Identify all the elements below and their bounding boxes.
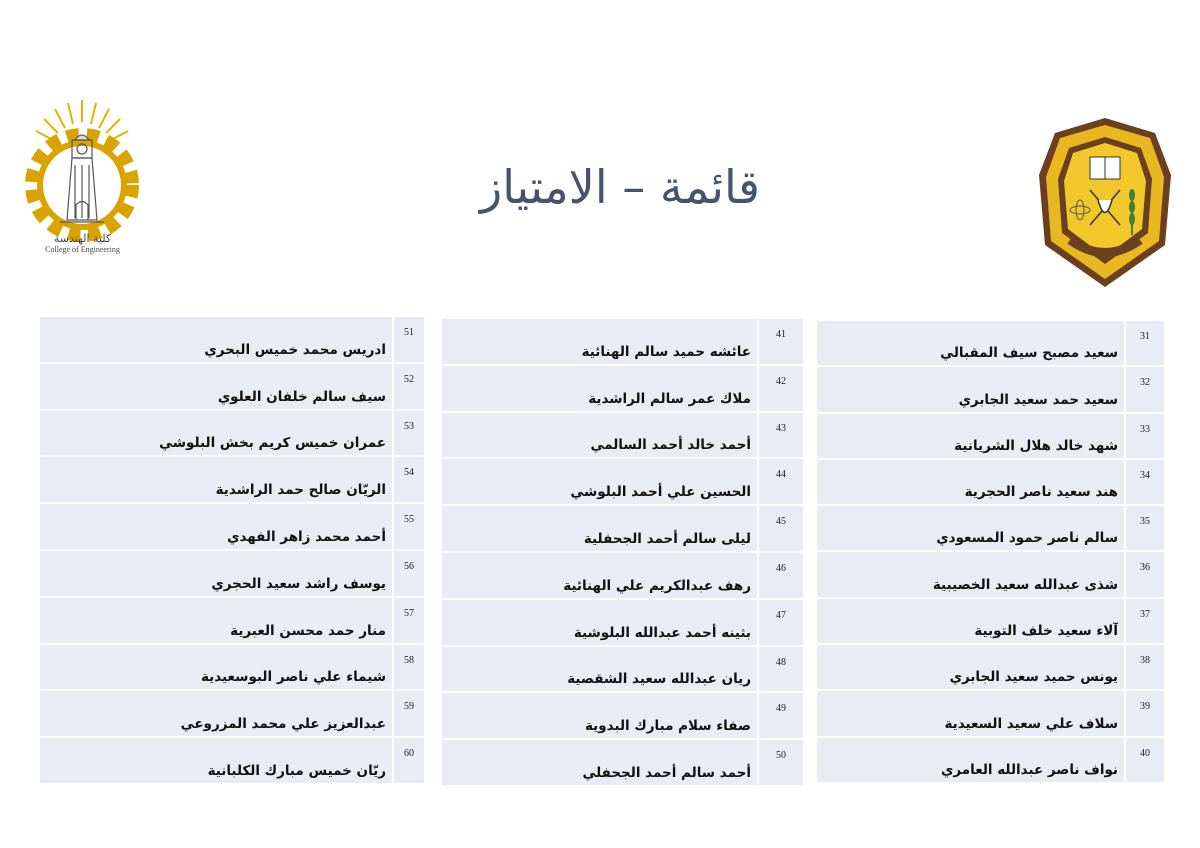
- row-number: 51: [393, 317, 424, 363]
- table-row: [40, 410, 424, 457]
- student-name: أحمد خالد أحمد السالمي: [442, 412, 758, 459]
- table-row: [817, 551, 1164, 597]
- table-row: [40, 644, 424, 691]
- college-caption: [20, 232, 145, 254]
- table-row: [817, 321, 1164, 366]
- student-name: شهد خالد هلال الشريانية: [817, 413, 1125, 459]
- row-number: 36: [1125, 551, 1164, 597]
- table-row: [40, 597, 424, 644]
- student-name: رهف عبدالكريم علي الهنائية: [442, 552, 758, 599]
- table-row: [817, 366, 1164, 412]
- university-crest-logo: [1035, 115, 1175, 290]
- table-row: [442, 505, 803, 552]
- table-row: [817, 413, 1164, 459]
- row-number: 52: [393, 363, 424, 410]
- college-caption-arabic: كلية الهندسة: [53, 232, 112, 245]
- table-row: [442, 365, 803, 412]
- student-name: الحسين علي أحمد البلوشي: [442, 458, 758, 505]
- row-number: 33: [1125, 413, 1164, 459]
- row-number: 50: [758, 739, 803, 786]
- student-name: عمران خميس كريم بخش البلوشي: [40, 410, 393, 457]
- student-name: سلاف علي سعيد السعيدية: [817, 690, 1125, 736]
- row-number: 40: [1125, 737, 1164, 783]
- names-table-right: [817, 321, 1164, 784]
- student-name: ادريس محمد خميس البحري: [40, 317, 393, 363]
- row-number: 60: [393, 737, 424, 784]
- row-number: 48: [758, 646, 803, 693]
- table-row: [442, 646, 803, 693]
- table-row: [40, 737, 424, 784]
- row-number: 53: [393, 410, 424, 457]
- row-number: 49: [758, 692, 803, 739]
- row-number: 46: [758, 552, 803, 599]
- table-row: [817, 690, 1164, 736]
- row-number: 56: [393, 550, 424, 597]
- table-row: [40, 690, 424, 737]
- student-name: سيف سالم خلفان العلوي: [40, 363, 393, 410]
- student-name: ملاك عمر سالم الراشدية: [442, 365, 758, 412]
- student-name: عبدالعزيز علي محمد المزروعي: [40, 690, 393, 737]
- table-row: [817, 737, 1164, 783]
- row-number: 38: [1125, 644, 1164, 690]
- table-row: [442, 599, 803, 646]
- student-name: شيماء علي ناصر البوسعيدية: [40, 644, 393, 691]
- student-name: ريّان خميس مبارك الكلبانية: [40, 737, 393, 784]
- student-name: يوسف راشد سعيد الحجري: [40, 550, 393, 597]
- row-number: 43: [758, 412, 803, 459]
- table-row: [442, 319, 803, 365]
- table-row: [442, 692, 803, 739]
- student-name: ليلى سالم أحمد الجحفلية: [442, 505, 758, 552]
- table-row: [817, 459, 1164, 505]
- table-row: [817, 644, 1164, 690]
- row-number: 57: [393, 597, 424, 644]
- table-row: [40, 550, 424, 597]
- student-name: سعيد حمد سعيد الجابري: [817, 366, 1125, 412]
- row-number: 34: [1125, 459, 1164, 505]
- row-number: 35: [1125, 505, 1164, 551]
- student-name: أحمد محمد زاهر الفهدي: [40, 503, 393, 550]
- table-row: [442, 458, 803, 505]
- table-row: [442, 412, 803, 459]
- student-name: الريّان صالح حمد الراشدية: [40, 456, 393, 503]
- row-number: 41: [758, 319, 803, 365]
- student-name: عائشه حميد سالم الهنائية: [442, 319, 758, 365]
- row-number: 45: [758, 505, 803, 552]
- row-number: 59: [393, 690, 424, 737]
- student-name: هند سعيد ناصر الحجرية: [817, 459, 1125, 505]
- names-table-middle: [442, 319, 803, 787]
- row-number: 37: [1125, 598, 1164, 644]
- student-name: صفاء سلام مبارك البدوية: [442, 692, 758, 739]
- row-number: 55: [393, 503, 424, 550]
- table-row: [817, 505, 1164, 551]
- row-number: 31: [1125, 321, 1164, 366]
- sun-rays-icon: [36, 100, 128, 140]
- page-title: قائمة – الامتياز: [480, 160, 760, 214]
- student-name: ريان عبدالله سعيد الشقصية: [442, 646, 758, 693]
- table-row: [40, 317, 424, 363]
- table-row: [817, 598, 1164, 644]
- student-name: منار حمد محسن العبرية: [40, 597, 393, 644]
- names-table-left: [40, 317, 424, 785]
- student-name: بثينه أحمد عبدالله البلوشية: [442, 599, 758, 646]
- table-row: [40, 503, 424, 550]
- table-row: [40, 456, 424, 503]
- row-number: 54: [393, 456, 424, 503]
- student-name: سعيد مصبح سيف المقبالي: [817, 321, 1125, 366]
- row-number: 44: [758, 458, 803, 505]
- row-number: 42: [758, 365, 803, 412]
- student-name: نواف ناصر عبدالله العامري: [817, 737, 1125, 783]
- row-number: 58: [393, 644, 424, 691]
- student-name: آلاء سعيد خلف التوبية: [817, 598, 1125, 644]
- table-row: [40, 363, 424, 410]
- row-number: 32: [1125, 366, 1164, 412]
- college-caption-english: College of Engineering: [45, 245, 120, 254]
- row-number: 39: [1125, 690, 1164, 736]
- student-name: سالم ناصر حمود المسعودي: [817, 505, 1125, 551]
- student-name: يونس حميد سعيد الجابري: [817, 644, 1125, 690]
- table-row: [442, 552, 803, 599]
- student-name: شذى عبدالله سعيد الخصيبية: [817, 551, 1125, 597]
- student-name: أحمد سالم أحمد الجحفلي: [442, 739, 758, 786]
- table-row: [442, 739, 803, 786]
- row-number: 47: [758, 599, 803, 646]
